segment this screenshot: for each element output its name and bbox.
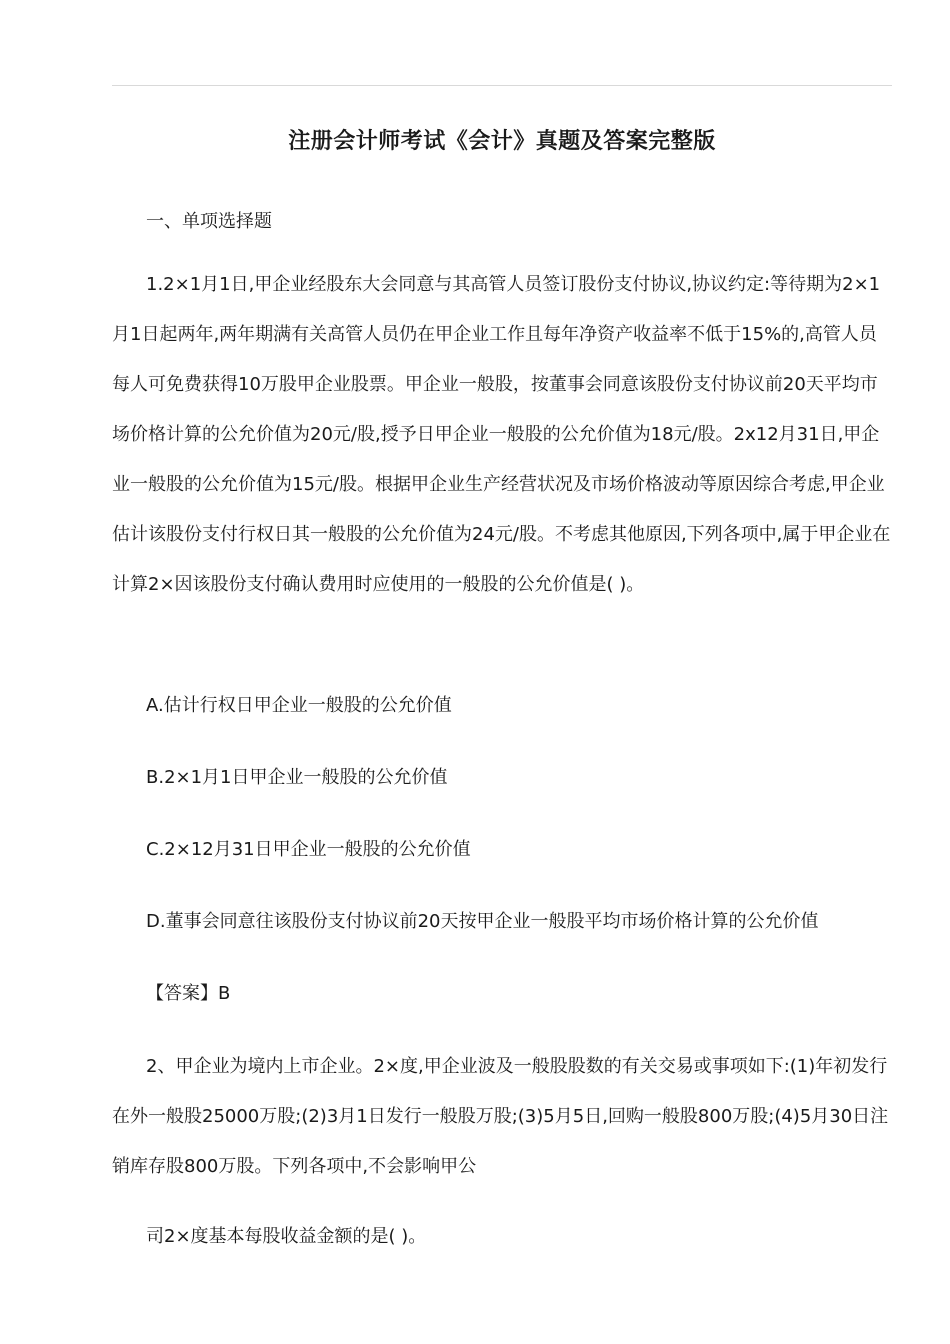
question-1-option-c: C.2×12月31日甲企业一般股的公允价值 (146, 839, 471, 860)
page-title: 注册会计师考试《会计》真题及答案完整版 (288, 129, 716, 154)
question-2-stem: 2、甲企业为境内上市企业。2×度,甲企业波及一般股股数的有关交易或事项如下:(1)年初发行在外一般股25000万股;(2)3月1日发行一般股万股;(3)5月5日,回购一般股800万股;(4)5月30日注销库存股800万股。下列各项中,不会影响甲公 (112, 1056, 889, 1177)
question-1-option-b: B.2×1月1日甲企业一般股的公允价值 (146, 767, 448, 788)
header-divider (112, 85, 892, 86)
question-1-stem: 1.2×1月1日,甲企业经股东大会同意与其高管人员签订股份支付协议,协议约定:等待期为2×1月1日起两年,两年期满有关高管人员仍在甲企业工作且每年净资产收益率不低于15%的,高管人员每人可免费获得10万股甲企业股票。甲企业一般股，按董事会同意该股份支付协议前20天平均市场价格计算的公允价值为20元/股,授予日甲企业一般股的公允价值为18元/股。2x12月31日,甲企业一般股的公允价值为15元/股。根据甲企业生产经营状况及市场价格波动等原因综合考虑,甲企业估计该股份支付行权日其一般股的公允价值为24元/股。不考虑其他原因,下列各项中,属于甲企业在计算2×因该股份支付确认费用时应使用的一般股的公允价值是( )。 (112, 274, 891, 595)
section-heading: 一、单项选择题 (146, 211, 272, 232)
question-1-option-a: A.估计行权日甲企业一般股的公允价值 (146, 695, 452, 716)
question-2-stem-continued: 司2×度基本每股收益金额的是( )。 (146, 1226, 427, 1247)
question-1-option-d: D.董事会同意往该股份支付协议前20天按甲企业一般股平均市场价格计算的公允价值 (146, 911, 819, 932)
question-1-answer: 【答案】B (146, 983, 231, 1004)
